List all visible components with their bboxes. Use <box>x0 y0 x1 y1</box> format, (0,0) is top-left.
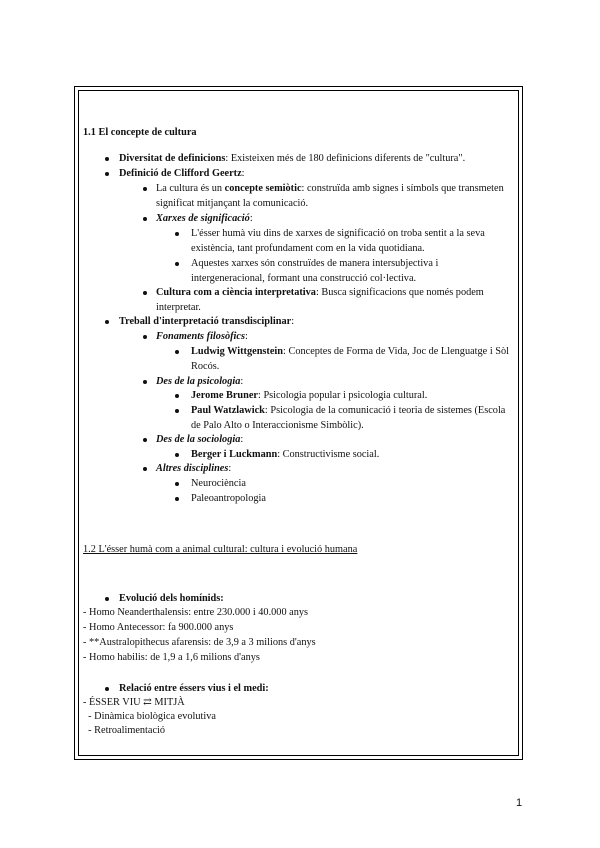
item-treball <box>119 315 294 330</box>
pre: La cultura és un <box>156 183 225 194</box>
label: Xarxes de significació <box>156 213 250 224</box>
item-paleoantropologia: Paleoantropologia <box>191 493 266 504</box>
item-ciencia <box>156 286 512 315</box>
heading-evolucio: Evolució dels homínids: <box>119 593 224 604</box>
label: Treball d'interpretació transdisciplinar <box>119 316 292 327</box>
bold: Paul Watzlawick <box>191 405 265 416</box>
text: : Psicologia de la comunicació i teoria de sistemes (Escola de Palo Alto o Interaccionisme Simbòlic). <box>191 405 506 431</box>
bullet-icon <box>175 350 179 354</box>
colon: : <box>241 168 245 179</box>
text: : Psicologia popular i psicologia cultural. <box>258 390 428 401</box>
bullet-icon <box>143 380 147 384</box>
relacio-line: - Retroalimentació <box>83 725 166 736</box>
item-watzlawick <box>191 404 515 433</box>
item-berger <box>191 448 379 463</box>
item-semiotic <box>156 182 508 211</box>
bullet-icon <box>105 157 109 161</box>
relacio-line: - ÉSSER VIU ⇄ MITJÀ <box>83 697 185 708</box>
colon: : <box>240 434 244 445</box>
bullet-icon <box>105 172 109 176</box>
label: Des de la sociologia <box>156 434 241 445</box>
bullet-icon <box>105 597 109 601</box>
evolucio-line: - Homo habilis: de 1,9 a 1,6 milions d'anys <box>83 652 260 663</box>
text: : Constructivisme social. <box>277 449 380 460</box>
item-xarxes <box>156 212 253 227</box>
evolucio-line: - Homo Antecessor: fa 900.000 anys <box>83 622 234 633</box>
label: Des de la psicologia <box>156 376 241 387</box>
bullet-icon <box>175 262 179 266</box>
colon: : <box>249 213 253 224</box>
page-number: 1 <box>516 797 523 809</box>
bullet-icon <box>143 467 147 471</box>
item-xarxes-1: L'ésser humà viu dins de xarxes de significació on troba sentit a la seva existència, tant profundament com en la vida quotidiana. <box>191 228 485 254</box>
item-bruner <box>191 389 427 404</box>
colon: : <box>228 463 232 474</box>
item-wittgenstein <box>191 345 513 374</box>
section-title-1-1: 1.1 El concepte de cultura <box>83 127 197 138</box>
heading-relacio: Relació entre éssers vius i el medi: <box>119 683 269 694</box>
bold: Berger i Luckmann <box>191 449 278 460</box>
bold: concepte semiòtic <box>224 183 302 194</box>
label: Altres disciplines <box>156 463 229 474</box>
label: Fonaments filosòfics <box>156 331 245 342</box>
bullet-icon <box>175 409 179 413</box>
bullet-icon <box>143 291 147 295</box>
bullet-icon <box>143 438 147 442</box>
item-sociologia <box>156 433 243 448</box>
relacio-line: - Dinàmica biològica evolutiva <box>83 711 216 722</box>
bullet-icon <box>143 187 147 191</box>
item-neurociencia: Neurociència <box>191 478 246 489</box>
bullet-icon <box>175 394 179 398</box>
item-psicologia <box>156 375 243 390</box>
bullet-icon <box>175 482 179 486</box>
colon: : <box>291 316 295 327</box>
bullet-icon <box>175 453 179 457</box>
item-geertz <box>119 167 245 182</box>
label: Definició de Clifford Geertz <box>119 168 242 179</box>
item-altres <box>156 462 231 477</box>
bullet-icon <box>105 687 109 691</box>
bullet-icon <box>143 335 147 339</box>
colon: : <box>244 331 248 342</box>
evolucio-line: - **Australopithecus afarensis: de 3,9 a 3 milions d'anys <box>83 637 316 648</box>
bullet-icon <box>175 232 179 236</box>
bullet-icon <box>175 497 179 501</box>
label: Cultura com a ciència interpretativa <box>156 287 316 298</box>
section-title-1-2: 1.2 L'ésser humà com a animal cultural: cultura i evolució humana <box>83 544 358 555</box>
bullet-icon <box>105 320 109 324</box>
post: : construïda amb signes i símbols que transmeten significat mitjançant la comunicació. <box>156 183 504 209</box>
label: Diversitat de definicions <box>119 153 226 164</box>
item-xarxes-2: Aquestes xarxes són construïdes de manera intersubjectiva i intergeneracional, formant una construcció col·lectiva. <box>191 258 439 284</box>
text: : Busca significacions que només podem interpretar. <box>156 287 484 313</box>
text: : Existeixen més de 180 definicions diferents de "cultura". <box>225 153 466 164</box>
bullet-icon <box>143 217 147 221</box>
colon: : <box>240 376 244 387</box>
bold: Ludwig Wittgenstein <box>191 346 284 357</box>
text: : Conceptes de Forma de Vida, Joc de Llenguatge i Sòl Rocós. <box>191 346 509 372</box>
item-diversitat <box>119 152 465 167</box>
bold: Jerome Bruner <box>191 390 259 401</box>
item-fonaments <box>156 330 248 345</box>
evolucio-line: - Homo Neanderthalensis: entre 230.000 i 40.000 anys <box>83 607 309 618</box>
